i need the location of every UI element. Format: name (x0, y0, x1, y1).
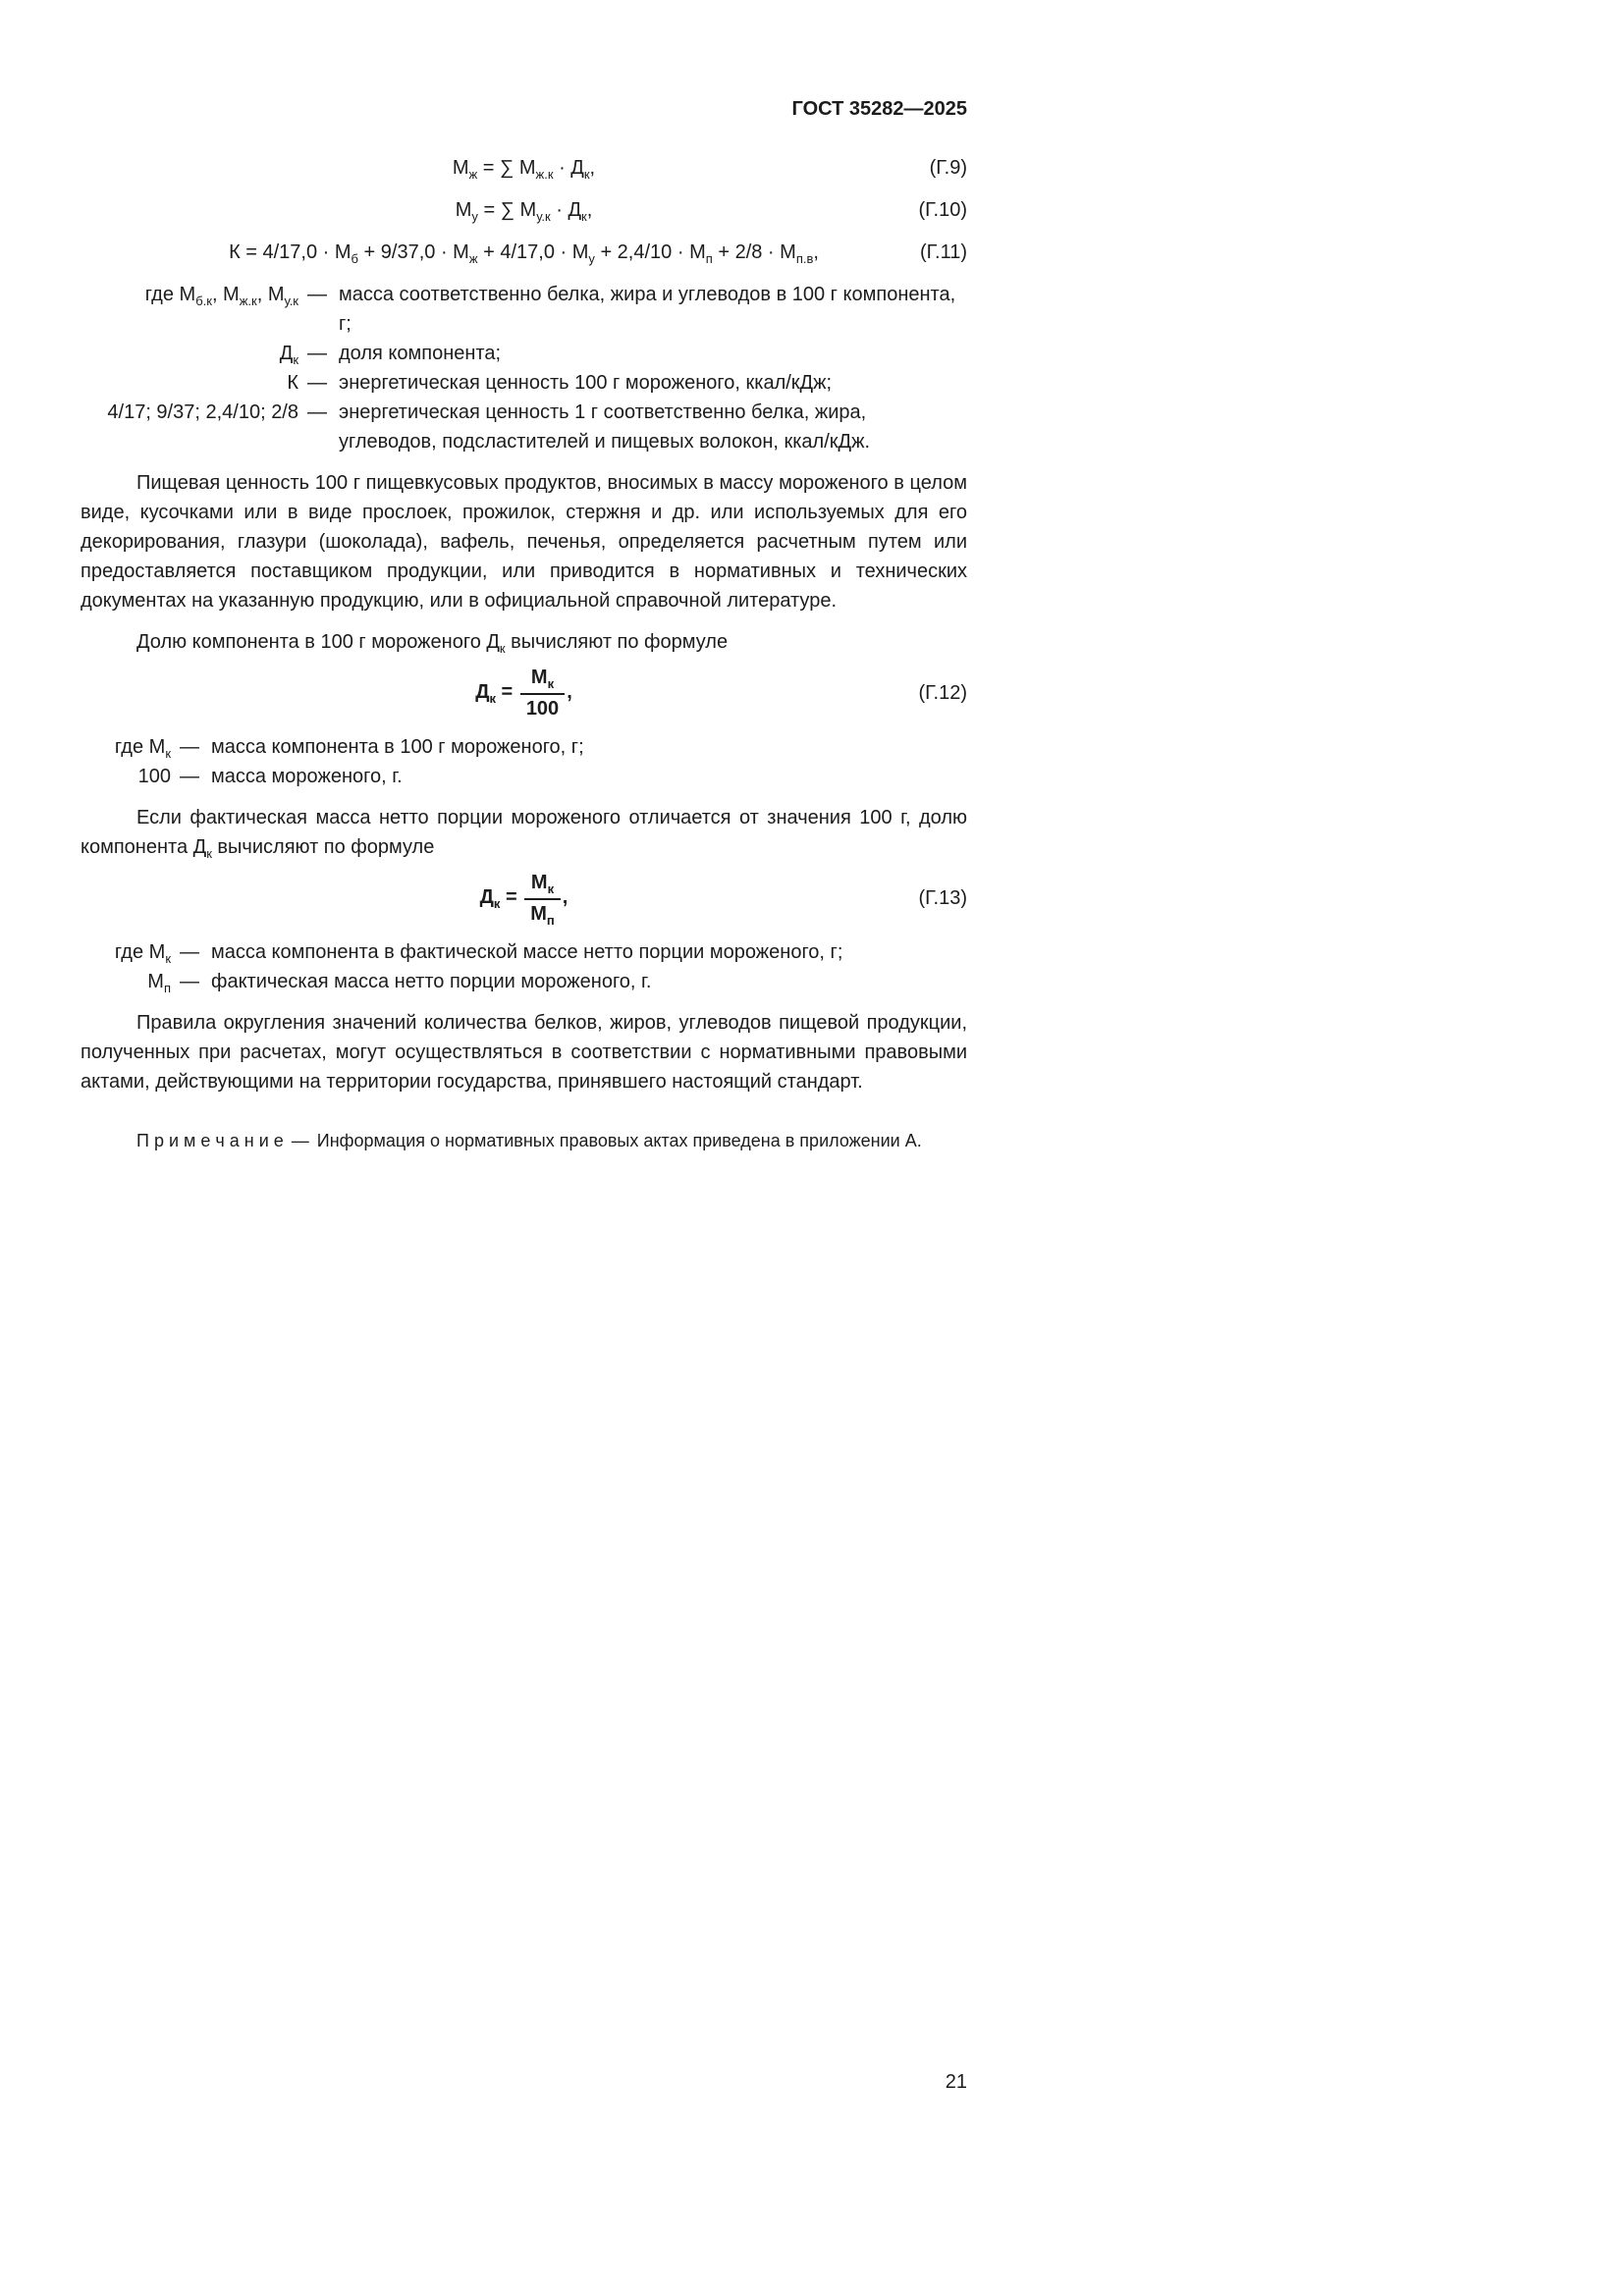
definition-dash: — (180, 736, 199, 758)
definition-row (81, 368, 967, 398)
fraction-g13 (524, 870, 561, 926)
equation-g11 (81, 238, 967, 267)
formula-g10: $М_у$ = ∑ $М_{у.к} \cdot Д_к$, (455, 199, 593, 224)
equation-number-g10: (Г.10) (918, 199, 967, 221)
definition-dash: — (180, 941, 199, 963)
definition-row (81, 762, 967, 791)
paragraph-component-share-portion: Если фактическая масса нетто порции мороженого отличается от значения 100 г, долю компонента $Д_к$ вычисляют по формуле (81, 807, 967, 861)
paragraph-component-share-100: Долю компонента в 100 г мороженого $Д_к$ вычисляют по формуле (136, 631, 729, 656)
definition-description: масса компонента в фактической массе нетто порции мороженого, г; (211, 941, 843, 963)
formula-g12-trailing-comma: , (567, 680, 572, 703)
equation-g12 (81, 665, 967, 721)
definition-row (81, 280, 967, 339)
definition-description: доля компонента; (339, 343, 502, 364)
definition-term: $М_п$ (147, 971, 171, 995)
definition-description: энергетическая ценность 100 г мороженого, ккал/кДж; (339, 372, 833, 394)
fraction-numerator: $М_к$ (520, 665, 565, 695)
definition-dash: — (307, 401, 327, 423)
paragraph-rounding-rules: Правила округления значений количества белков, жиров, углеводов пищевой продукции, полученных при расчетах, могут осуществляться в соответствии с нормативными правовыми актами, действующими на территории государства, принявшего настоящий стандарт. (81, 1012, 967, 1093)
definition-row (81, 339, 967, 368)
formula-g9: $М_ж$ = ∑ $М_{ж.к} \cdot Д_к$, (452, 157, 596, 182)
formula-g11: $К = 4/17,0 \cdot М_б + 9/37,0 \cdot М_ж + 4/17,0 \cdot М_у + 2,4/10 \cdot М_п + 2/8 \cdot М_{п.в}$, (229, 241, 819, 266)
definition-row (81, 967, 967, 996)
equation-number-g13: (Г.13) (918, 886, 967, 909)
definition-description: энергетическая ценность 1 г соответственно белка, жира, углеводов, подсластителей и пищевых волокон, ккал/кДж. (339, 401, 871, 453)
equation-g10 (81, 195, 967, 225)
definition-term: К (287, 372, 298, 394)
definition-description: фактическая масса нетто порции мороженого, г. (211, 971, 652, 992)
definition-description: масса мороженого, г. (211, 766, 403, 787)
fraction-numerator: $М_к$ (524, 870, 561, 900)
running-header: ГОСТ 35282—2025 (791, 98, 967, 120)
definition-dash: — (307, 372, 327, 394)
fraction-g12 (520, 665, 565, 721)
note-label: П р и м е ч а н и е (136, 1131, 284, 1150)
definition-description: масса соответственно белка, жира и углеводов в 100 г компонента, г; (339, 284, 956, 335)
note-dash: — (291, 1131, 309, 1150)
definitions-list-energy (81, 280, 967, 456)
definitions-list-share-portion (81, 937, 967, 996)
definition-term: 100 (137, 766, 171, 787)
note (81, 1128, 967, 1154)
definition-term: 4/17; 9/37; 2,4/10; 2/8 (107, 401, 298, 423)
equation-number-g12: (Г.12) (918, 681, 967, 704)
definition-description: масса компонента в 100 г мороженого, г; (211, 736, 584, 758)
definition-term: где $М_к$ (114, 736, 171, 761)
definition-row (81, 398, 967, 456)
definition-dash: — (307, 284, 327, 305)
paragraph-food-value: Пищевая ценность 100 г пищевкусовых продуктов, вносимых в массу мороженого в целом виде, кусочками или в виде прослоек, прожилок, стержня и др. или используемых для его декорирования, глазури (шоколада), вафель, печенья, определяется расчетным путем или предоставляется поставщиком продукции, или приводится в нормативных и технических документах на указанную продукцию, или в официальной справочной литературе. (81, 472, 967, 612)
formula-g12-lhs: $Д_к$ = (475, 680, 514, 706)
note-text: Информация о нормативных правовых актах приведена в приложении А. (316, 1131, 922, 1150)
definition-term: $Д_к$ (279, 343, 298, 367)
formula-g13-trailing-comma: , (562, 885, 568, 908)
formula-g12 (475, 667, 572, 720)
equation-number-g9: (Г.9) (929, 157, 967, 179)
definition-term: где $М_{б.к}$, $М_{ж.к}$, $М_{у.к}$ (144, 284, 298, 308)
definition-term: где $М_к$ (114, 941, 171, 966)
definition-row (81, 732, 967, 762)
definitions-list-share-100 (81, 732, 967, 791)
content-column (81, 94, 967, 1154)
definition-row (81, 937, 967, 967)
definition-dash: — (180, 971, 199, 992)
definition-dash: — (307, 343, 327, 364)
page-number: 21 (945, 2071, 967, 2093)
equation-number-g11: (Г.11) (919, 241, 967, 263)
formula-g13 (479, 872, 568, 928)
formula-g13-lhs: $Д_к$ = (479, 885, 517, 911)
equation-g13 (81, 870, 967, 926)
definition-dash: — (180, 766, 199, 787)
fraction-denominator: $М_п$ (530, 903, 555, 928)
equation-g9 (81, 153, 967, 183)
fraction-denominator: 100 (525, 698, 560, 720)
